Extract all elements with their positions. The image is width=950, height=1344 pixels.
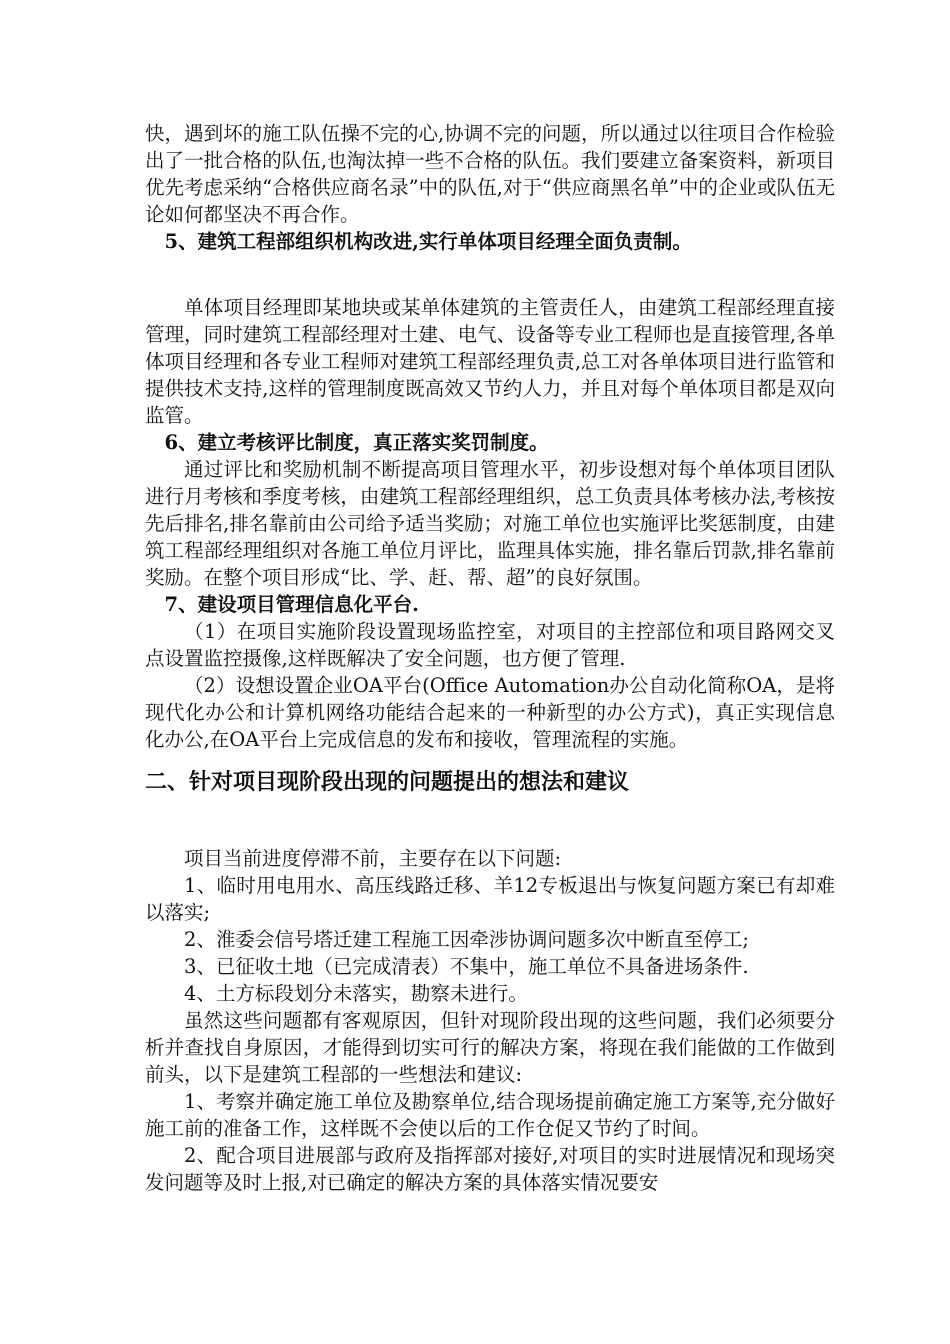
paragraph-item-7-1: （1）在项目实施阶段设置现场监控室，对项目的主控部位和项目路网交叉点设置监控摄像,这样既解决了安全问题，也方便了管理.: [145, 620, 835, 670]
problem-item-3: 3、已征收土地（已完成清表）不集中，施工单位不具备进场条件.: [184, 955, 749, 978]
suggestion-item-2: 2、配合项目进展部与政府及指挥部对接好,对项目的实时进展情况和现场突发问题等及时上报,对已确定的解决方案的具体落实情况要安: [145, 1144, 835, 1194]
paragraph-item-5: 单体项目经理即某地块或某单体建筑的主管责任人，由建筑工程部经理直接管理，同时建筑工程部经理对土建、电气、设备等专业工程师也是直接管理,各单体项目经理和各专业工程师对建筑工程部经理负责,总工对各单体项目进行监管和提供技术支持,这样的管理制度既高效又节约人力，并且对每个单体项目都是双向监管。: [145, 296, 835, 427]
problem-item-1: 1、临时用电用水、高压线路迁移、羊12专板退出与恢复问题方案已有却难以落实;: [145, 874, 835, 924]
paragraph-item-7-2: （2）设想设置企业OA平台(Office Automation办公自动化简称OA，是将现代化办公和计算机网络功能结合起来的一种新型的办公方式)，真正实现信息化办公,在OA平台上完成信息的发布和接收，管理流程的实施。: [145, 674, 835, 751]
spacer: [145, 255, 835, 294]
section-heading-2: 二、针对项目现阶段出现的问题提出的想法和建议: [145, 769, 630, 795]
paragraph-problems-intro: 项目当前进度停滞不前，主要存在以下问题:: [184, 847, 562, 870]
problem-item-2: 2、淮委会信号塔迁建工程施工因牵涉协调问题多次中断直至停工;: [184, 928, 749, 951]
spacer: [145, 797, 835, 845]
paragraph-item-6: 通过评比和奖励机制不断提高项目管理水平，初步设想对每个单体项目团队进行月考核和季度考核，由建筑工程部经理组织，总工负责具体考核办法,考核按先后排名,排名靠前由公司给予适当奖励；对施工单位也实施评比奖惩制度，由建筑工程部经理组织对各施工单位月评比，监理具体实施，排名靠后罚款,排名靠前奖励。在整个项目形成“比、学、赶、帮、超”的良好氛围。: [145, 458, 835, 589]
suggestion-item-1: 1、考察并确定施工单位及勘察单位,结合现场提前确定施工方案等,充分做好施工前的准备工作，这样既不会使以后的工作仓促又节约了时间。: [145, 1090, 835, 1140]
paragraph-contractor-management: 快，遇到坏的施工队伍操不完的心,协调不完的问题，所以通过以往项目合作检验出了一批合格的队伍,也淘汰掉一些不合格的队伍。我们要建立备案资料，新项目优先考虑采纳“合格供应商名录”中的队伍,对于“供应商黑名单”中的企业或队伍无论如何都坚决不再合作。: [145, 122, 835, 226]
problem-item-4: 4、土方标段划分未落实，勘察未进行。: [184, 982, 528, 1005]
document-page: [145, 120, 835, 1196]
heading-item-6: 6、建立考核评比制度，真正落实奖罚制度。: [164, 431, 549, 454]
heading-item-7: 7、建设项目管理信息化平台.: [164, 593, 419, 616]
heading-item-5: 5、建筑工程部组织机构改进,实行单体项目经理全面负责制。: [164, 230, 692, 253]
paragraph-problems-summary: 虽然这些问题都有客观原因，但针对现阶段出现的这些问题，我们必须要分析并查找自身原因，才能得到切实可行的解决方案，将现在我们能做的工作做到前头，以下是建筑工程部的一些想法和建议:: [145, 1009, 835, 1086]
